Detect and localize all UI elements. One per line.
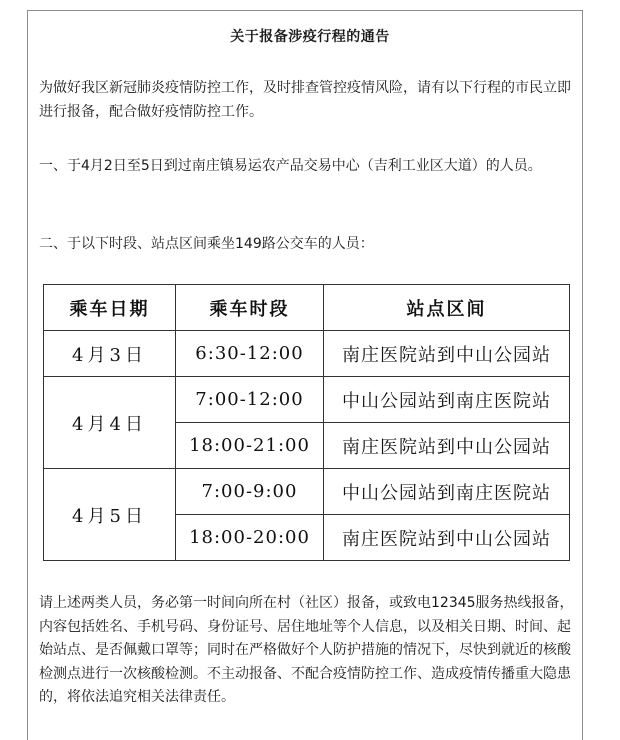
- table-header-row: [44, 285, 570, 331]
- notice-title: 关于报备涉疫行程的通告: [230, 29, 390, 45]
- route-cell: 中山公园站到南庄医院站: [324, 377, 570, 423]
- header-time: 乘车时段: [176, 285, 324, 331]
- time-cell: 7:00-12:00: [176, 377, 324, 423]
- item-one-paragraph: 一、于4月2日至5日到过南庄镇易运农产品交易中心（吉利工业区大道）的人员。: [39, 158, 542, 174]
- time-cell: 18:00-21:00: [176, 423, 324, 469]
- date-cell: 4月3日: [44, 331, 176, 377]
- table-row: [44, 469, 570, 515]
- bus-schedule-table: [43, 284, 570, 561]
- time-cell: 6:30-12:00: [176, 331, 324, 377]
- route-cell: 南庄医院站到中山公园站: [324, 515, 570, 561]
- intro-paragraph: 为做好我区新冠肺炎疫情防控工作，及时排查管控疫情风险，请有以下行程的市民立即进行报备，配合做好疫情防控工作。: [39, 80, 571, 120]
- time-cell: 18:00-20:00: [176, 515, 324, 561]
- time-cell: 7:00-9:00: [176, 469, 324, 515]
- route-cell: 南庄医院站到中山公园站: [324, 331, 570, 377]
- date-cell: 4月4日: [44, 377, 176, 469]
- header-route: 站点区间: [324, 285, 570, 331]
- final-paragraph: 请上述两类人员，务必第一时间向所在村（社区）报备，或致电12345服务热线报备，内容包括姓名、手机号码、身份证号、居住地址等个人信息，以及相关日期、时间、起始站点、是否佩戴口罩等；同时在严格做好个人防护措施的情况下，尽快到就近的核酸检测点进行一次核酸检测。不主动报备、不配合疫情防控工作、造成疫情传播重大隐患的，将依法追究相关法律责任。: [39, 595, 574, 705]
- item-two-paragraph: 二、于以下时段、站点区间乘坐149路公交车的人员：: [39, 236, 374, 252]
- date-cell: 4月5日: [44, 469, 176, 561]
- route-cell: 南庄医院站到中山公园站: [324, 423, 570, 469]
- table-row: [44, 377, 570, 423]
- table-row: [44, 331, 570, 377]
- header-date: 乘车日期: [44, 285, 176, 331]
- route-cell: 中山公园站到南庄医院站: [324, 469, 570, 515]
